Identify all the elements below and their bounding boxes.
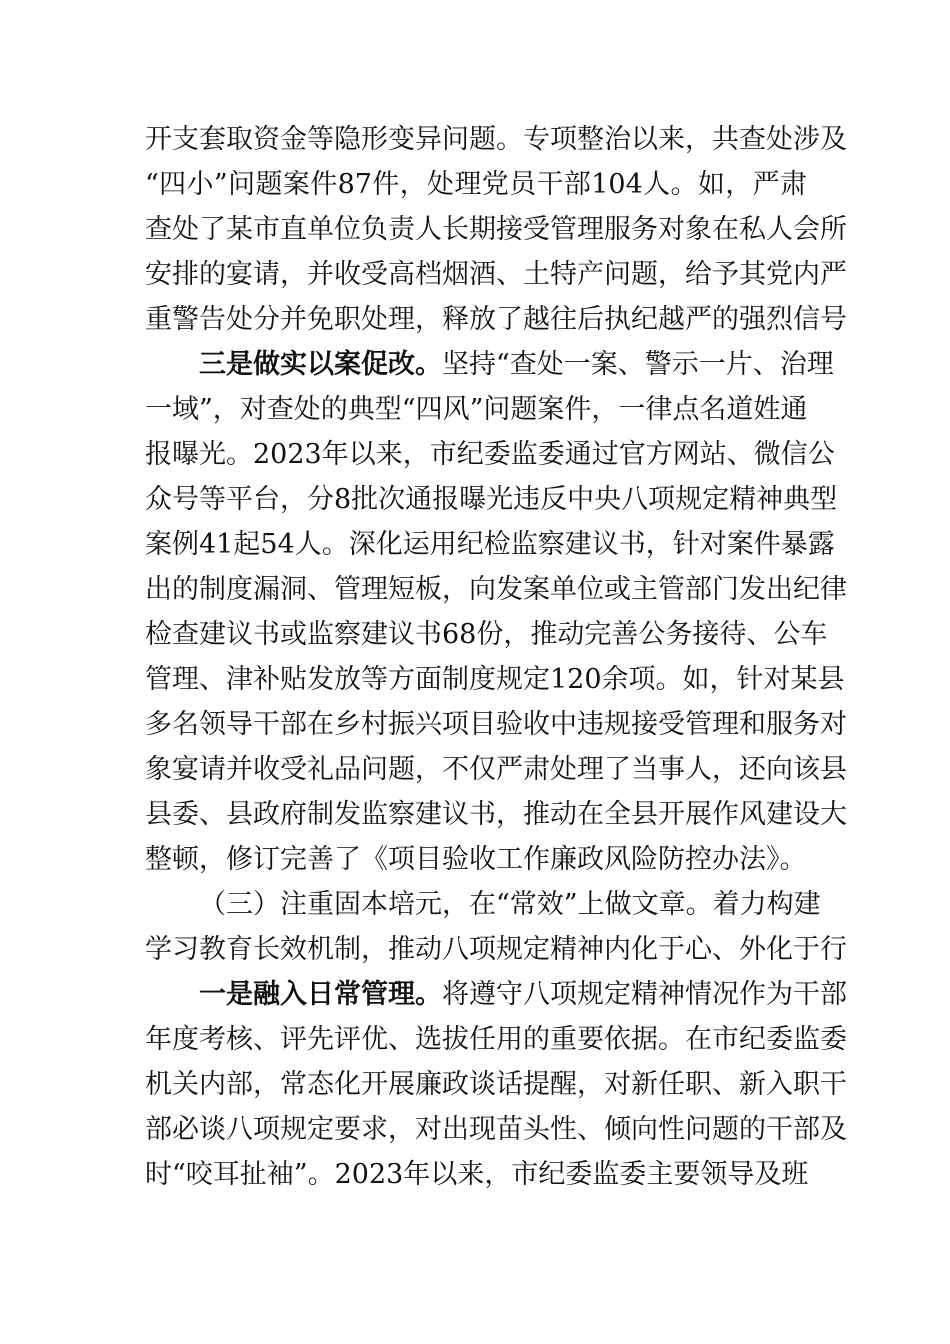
paragraph-line: 查处了某市直单位负责人长期接受管理服务对象在私人会所 xyxy=(145,214,847,245)
paragraph-line: 县委、县政府制发监察建议书，推动在全县开展作风建设大 xyxy=(145,799,847,830)
paragraph-line: 部必谈八项规定要求，对出现苗头性、倾向性问题的干部及 xyxy=(145,1114,847,1145)
paragraph-line: 检查建议书或监察建议书68份，推动完善公务接待、公车 xyxy=(145,619,828,650)
paragraph-line: 众号等平台，分8批次通报曝光违反中央八项规定精神典型 xyxy=(145,484,838,515)
section-heading-line: （三）注重固本培元，在“常效”上做文章。着力构建 xyxy=(199,889,821,920)
paragraph-line-with-heading xyxy=(199,973,847,1017)
paragraph-line: 年度考核、评先评优、选拔任用的重要依据。在市纪委监委 xyxy=(145,1024,847,1055)
paragraph-line: 学习教育长效机制，推动八项规定精神内化于心、外化于行 xyxy=(145,934,847,965)
paragraph-line: “四小”问题案件87件，处理党员干部104人。如，严肃 xyxy=(145,169,807,200)
paragraph-line: 案例41起54人。深化运用纪检监察建议书，针对案件暴露 xyxy=(145,529,835,560)
paragraph-line: 重警告处分并免职处理，释放了越往后执纪越严的强烈信号 xyxy=(145,304,847,335)
paragraph-line: 报曝光。2023年以来，市纪委监委通过官方网站、微信公 xyxy=(145,439,835,470)
paragraph-line-last: 整顿，修订完善了《项目验收工作廉政风险防控办法》。 xyxy=(145,844,807,875)
paragraph-line: 出的制度漏洞、管理短板，向发案单位或主管部门发出纪律 xyxy=(145,574,847,605)
paragraph-line: 时“咬耳扯袖”。2023年以来，市纪委监委主要领导及班 xyxy=(145,1159,809,1190)
paragraph-line: 多名领导干部在乡村振兴项目验收中违规接受管理和服务对 xyxy=(145,709,847,740)
point-three-heading: 三是做实以案促改。 xyxy=(199,349,442,380)
paragraph-line-with-heading xyxy=(199,343,834,387)
paragraph-line: 一域”，对查处的典型“四风”问题案件，一律点名道姓通 xyxy=(145,394,808,425)
paragraph-line-text: 将遵守八项规定精神情况作为干部 xyxy=(442,979,847,1010)
point-one-heading: 一是融入日常管理。 xyxy=(199,979,442,1010)
paragraph-line: 象宴请并收受礼品问题，不仅严肃处理了当事人，还向该县 xyxy=(145,754,847,785)
paragraph-line: 安排的宴请，并收受高档烟酒、土特产问题，给予其党内严 xyxy=(145,259,847,290)
paragraph-line: 开支套取资金等隐形变异问题。专项整治以来，共查处涉及 xyxy=(145,124,847,155)
paragraph-line-text: 坚持“查处一案、警示一片、治理 xyxy=(442,349,834,380)
paragraph-line: 管理、津补贴发放等方面制度规定120余项。如，针对某县 xyxy=(145,664,845,695)
paragraph-line: 机关内部，常态化开展廉政谈话提醒，对新任职、新入职干 xyxy=(145,1069,847,1100)
